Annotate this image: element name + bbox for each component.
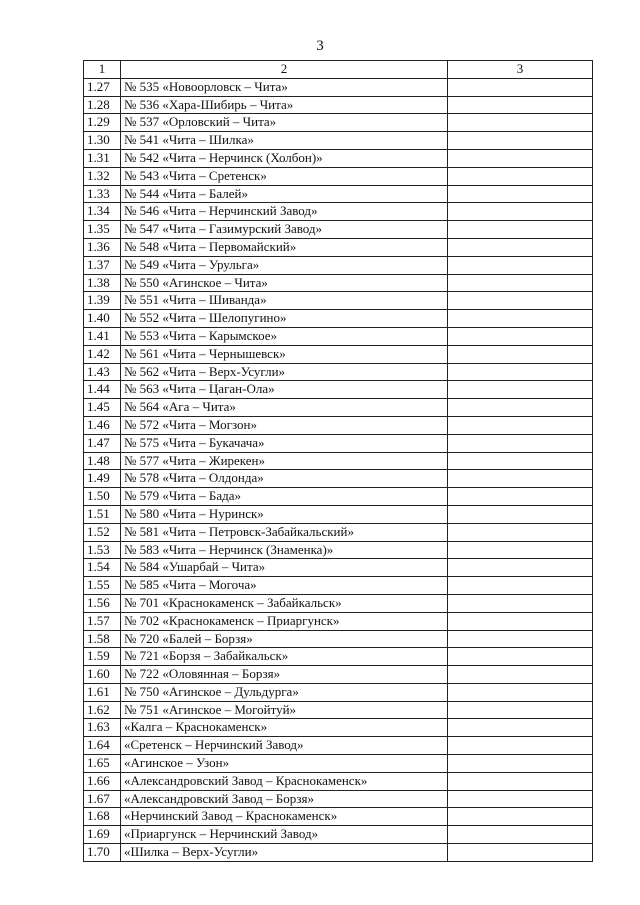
table-header-row <box>84 61 593 79</box>
table-row <box>84 256 593 274</box>
column-3-cell <box>448 185 593 203</box>
route-name-cell: № 552 «Чита – Шелопугино» <box>121 310 448 328</box>
column-3-cell <box>448 488 593 506</box>
row-number-cell: 1.54 <box>84 559 121 577</box>
table-row <box>84 381 593 399</box>
column-3-cell <box>448 238 593 256</box>
table-row <box>84 648 593 666</box>
column-3-cell <box>448 683 593 701</box>
route-name-cell: № 572 «Чита – Могзон» <box>121 416 448 434</box>
route-name-cell: № 537 «Орловский – Чита» <box>121 114 448 132</box>
table-row <box>84 505 593 523</box>
row-number-cell: 1.34 <box>84 203 121 221</box>
row-number-cell: 1.46 <box>84 416 121 434</box>
table-row <box>84 96 593 114</box>
row-number-cell: 1.68 <box>84 808 121 826</box>
column-3-cell <box>448 755 593 773</box>
column-3-cell <box>448 790 593 808</box>
column-header-1: 1 <box>84 61 121 79</box>
route-name-cell: № 551 «Чита – Шиванда» <box>121 292 448 310</box>
route-name-cell: «Шилка – Верх-Усугли» <box>121 844 448 862</box>
route-name-cell: «Агинское – Узон» <box>121 755 448 773</box>
row-number-cell: 1.30 <box>84 132 121 150</box>
column-3-cell <box>448 203 593 221</box>
row-number-cell: 1.57 <box>84 612 121 630</box>
row-number-cell: 1.52 <box>84 523 121 541</box>
table-row <box>84 826 593 844</box>
column-3-cell <box>448 719 593 737</box>
route-name-cell: № 535 «Новоорловск – Чита» <box>121 78 448 96</box>
row-number-cell: 1.40 <box>84 310 121 328</box>
table-row <box>84 310 593 328</box>
column-3-cell <box>448 78 593 96</box>
table-row <box>84 541 593 559</box>
table-row <box>84 577 593 595</box>
column-3-cell <box>448 310 593 328</box>
column-3-cell <box>448 523 593 541</box>
route-name-cell: № 750 «Агинское – Дульдурга» <box>121 683 448 701</box>
route-name-cell: № 547 «Чита – Газимурский Завод» <box>121 221 448 239</box>
row-number-cell: 1.36 <box>84 238 121 256</box>
route-name-cell: № 542 «Чита – Нерчинск (Холбон)» <box>121 149 448 167</box>
route-name-cell: № 583 «Чита – Нерчинск (Знаменка)» <box>121 541 448 559</box>
row-number-cell: 1.64 <box>84 737 121 755</box>
route-name-cell: № 561 «Чита – Чернышевск» <box>121 345 448 363</box>
table-row <box>84 737 593 755</box>
table-row <box>84 238 593 256</box>
table-row <box>84 114 593 132</box>
table-row <box>84 594 593 612</box>
row-number-cell: 1.67 <box>84 790 121 808</box>
row-number-cell: 1.29 <box>84 114 121 132</box>
column-3-cell <box>448 292 593 310</box>
table-row <box>84 844 593 862</box>
column-3-cell <box>448 648 593 666</box>
route-name-cell: № 580 «Чита – Нуринск» <box>121 505 448 523</box>
column-3-cell <box>448 114 593 132</box>
column-3-cell <box>448 416 593 434</box>
row-number-cell: 1.28 <box>84 96 121 114</box>
row-number-cell: 1.47 <box>84 434 121 452</box>
table-row <box>84 167 593 185</box>
column-header-2: 2 <box>121 61 448 79</box>
table-row <box>84 185 593 203</box>
row-number-cell: 1.31 <box>84 149 121 167</box>
route-name-cell: № 536 «Хара-Шибирь – Чита» <box>121 96 448 114</box>
table-row <box>84 666 593 684</box>
column-3-cell <box>448 149 593 167</box>
column-3-cell <box>448 666 593 684</box>
table-row <box>84 221 593 239</box>
row-number-cell: 1.69 <box>84 826 121 844</box>
table-row <box>84 719 593 737</box>
row-number-cell: 1.42 <box>84 345 121 363</box>
column-3-cell <box>448 345 593 363</box>
table-row <box>84 612 593 630</box>
column-header-3: 3 <box>448 61 593 79</box>
route-name-cell: № 541 «Чита – Шилка» <box>121 132 448 150</box>
route-name-cell: № 701 «Краснокаменск – Забайкальск» <box>121 594 448 612</box>
row-number-cell: 1.50 <box>84 488 121 506</box>
route-name-cell: № 579 «Чита – Бада» <box>121 488 448 506</box>
table-row <box>84 630 593 648</box>
column-3-cell <box>448 221 593 239</box>
row-number-cell: 1.33 <box>84 185 121 203</box>
row-number-cell: 1.65 <box>84 755 121 773</box>
route-name-cell: № 584 «Ушарбай – Чита» <box>121 559 448 577</box>
row-number-cell: 1.32 <box>84 167 121 185</box>
row-number-cell: 1.63 <box>84 719 121 737</box>
row-number-cell: 1.37 <box>84 256 121 274</box>
route-name-cell: № 751 «Агинское – Могойтуй» <box>121 701 448 719</box>
route-name-cell: «Александровский Завод – Борзя» <box>121 790 448 808</box>
row-number-cell: 1.53 <box>84 541 121 559</box>
table-row <box>84 203 593 221</box>
column-3-cell <box>448 434 593 452</box>
route-name-cell: № 575 «Чита – Букачача» <box>121 434 448 452</box>
route-name-cell: № 721 «Борзя – Забайкальск» <box>121 648 448 666</box>
column-3-cell <box>448 577 593 595</box>
column-3-cell <box>448 701 593 719</box>
row-number-cell: 1.60 <box>84 666 121 684</box>
route-name-cell: № 581 «Чита – Петровск-Забайкальский» <box>121 523 448 541</box>
table-row <box>84 363 593 381</box>
row-number-cell: 1.45 <box>84 399 121 417</box>
column-3-cell <box>448 594 593 612</box>
row-number-cell: 1.55 <box>84 577 121 595</box>
table-row <box>84 434 593 452</box>
row-number-cell: 1.58 <box>84 630 121 648</box>
row-number-cell: 1.59 <box>84 648 121 666</box>
route-name-cell: № 564 «Ага – Чита» <box>121 399 448 417</box>
route-name-cell: № 722 «Оловянная – Борзя» <box>121 666 448 684</box>
route-name-cell: «Калга – Краснокаменск» <box>121 719 448 737</box>
table-body <box>84 78 593 861</box>
column-3-cell <box>448 844 593 862</box>
table-row <box>84 808 593 826</box>
table-row <box>84 78 593 96</box>
row-number-cell: 1.43 <box>84 363 121 381</box>
table-row <box>84 327 593 345</box>
page-number: 3 <box>316 38 324 54</box>
table-row <box>84 274 593 292</box>
column-3-cell <box>448 167 593 185</box>
row-number-cell: 1.38 <box>84 274 121 292</box>
table-row <box>84 399 593 417</box>
column-3-cell <box>448 559 593 577</box>
row-number-cell: 1.27 <box>84 78 121 96</box>
route-name-cell: «Александровский Завод – Краснокаменск» <box>121 772 448 790</box>
column-3-cell <box>448 630 593 648</box>
column-3-cell <box>448 470 593 488</box>
route-name-cell: № 578 «Чита – Олдонда» <box>121 470 448 488</box>
row-number-cell: 1.70 <box>84 844 121 862</box>
route-name-cell: № 585 «Чита – Могоча» <box>121 577 448 595</box>
column-3-cell <box>448 256 593 274</box>
column-3-cell <box>448 505 593 523</box>
route-name-cell: № 548 «Чита – Первомайский» <box>121 238 448 256</box>
table-row <box>84 132 593 150</box>
row-number-cell: 1.44 <box>84 381 121 399</box>
table-row <box>84 755 593 773</box>
row-number-cell: 1.66 <box>84 772 121 790</box>
column-3-cell <box>448 808 593 826</box>
table-row <box>84 790 593 808</box>
column-3-cell <box>448 132 593 150</box>
route-name-cell: № 720 «Балей – Борзя» <box>121 630 448 648</box>
route-name-cell: «Приаргунск – Нерчинский Завод» <box>121 826 448 844</box>
route-name-cell: № 546 «Чита – Нерчинский Завод» <box>121 203 448 221</box>
column-3-cell <box>448 399 593 417</box>
column-3-cell <box>448 541 593 559</box>
column-3-cell <box>448 612 593 630</box>
column-3-cell <box>448 381 593 399</box>
row-number-cell: 1.35 <box>84 221 121 239</box>
row-number-cell: 1.49 <box>84 470 121 488</box>
table-row <box>84 772 593 790</box>
column-3-cell <box>448 363 593 381</box>
column-3-cell <box>448 772 593 790</box>
row-number-cell: 1.41 <box>84 327 121 345</box>
column-3-cell <box>448 96 593 114</box>
table-row <box>84 559 593 577</box>
route-name-cell: № 577 «Чита – Жирекен» <box>121 452 448 470</box>
route-name-cell: «Сретенск – Нерчинский Завод» <box>121 737 448 755</box>
route-name-cell: № 544 «Чита – Балей» <box>121 185 448 203</box>
column-3-cell <box>448 737 593 755</box>
route-name-cell: № 550 «Агинское – Чита» <box>121 274 448 292</box>
table-row <box>84 292 593 310</box>
row-number-cell: 1.39 <box>84 292 121 310</box>
row-number-cell: 1.56 <box>84 594 121 612</box>
column-3-cell <box>448 452 593 470</box>
route-name-cell: № 702 «Краснокаменск – Приаргунск» <box>121 612 448 630</box>
table-row <box>84 701 593 719</box>
row-number-cell: 1.51 <box>84 505 121 523</box>
row-number-cell: 1.48 <box>84 452 121 470</box>
column-3-cell <box>448 826 593 844</box>
route-name-cell: «Нерчинский Завод – Краснокаменск» <box>121 808 448 826</box>
table-row <box>84 470 593 488</box>
table-row <box>84 488 593 506</box>
table-row <box>84 683 593 701</box>
table-row <box>84 416 593 434</box>
column-3-cell <box>448 327 593 345</box>
route-name-cell: № 543 «Чита – Сретенск» <box>121 167 448 185</box>
row-number-cell: 1.62 <box>84 701 121 719</box>
route-name-cell: № 549 «Чита – Урульга» <box>121 256 448 274</box>
row-number-cell: 1.61 <box>84 683 121 701</box>
table-row <box>84 345 593 363</box>
column-3-cell <box>448 274 593 292</box>
table-row <box>84 452 593 470</box>
route-name-cell: № 553 «Чита – Карымское» <box>121 327 448 345</box>
routes-table <box>83 60 593 862</box>
route-name-cell: № 562 «Чита – Верх-Усугли» <box>121 363 448 381</box>
table-row <box>84 149 593 167</box>
route-name-cell: № 563 «Чита – Цаган-Ола» <box>121 381 448 399</box>
table-row <box>84 523 593 541</box>
